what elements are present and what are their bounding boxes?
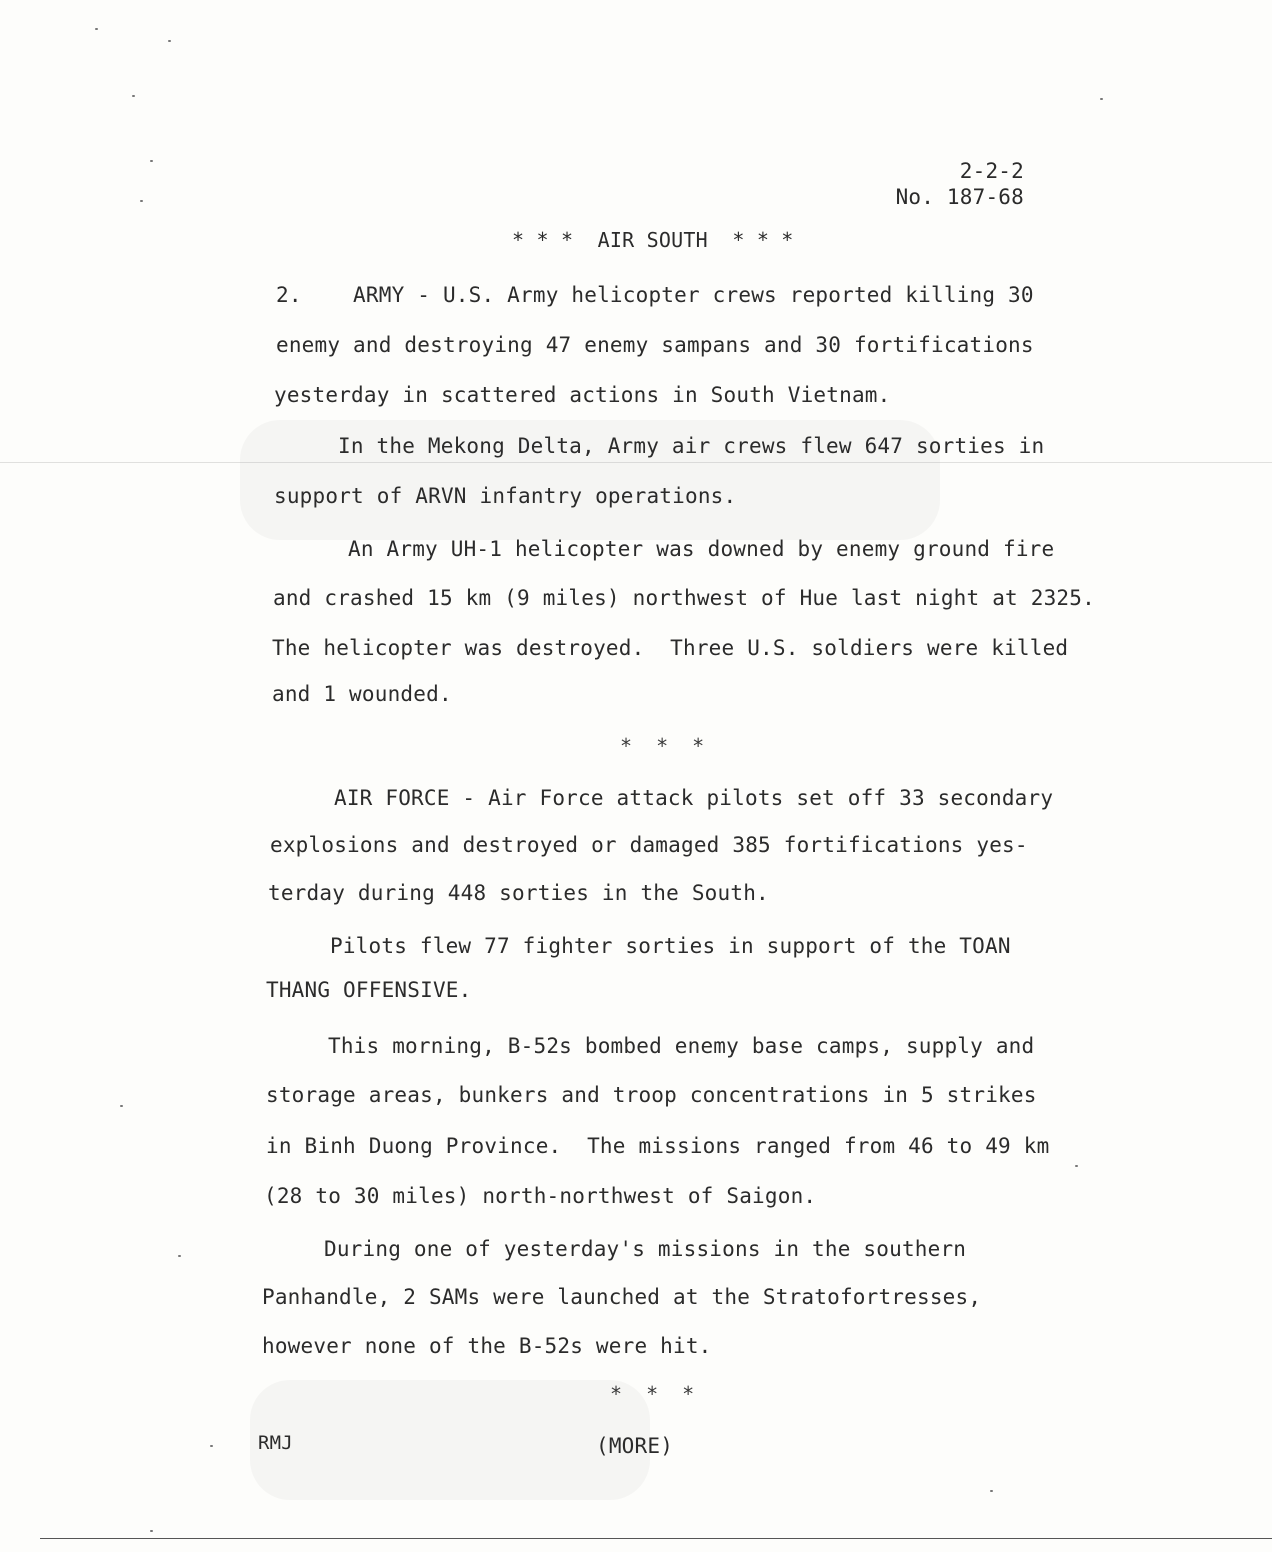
body-line: In the Mekong Delta, Army air crews flew 647 sorties in (338, 434, 1045, 458)
section-title: * * * AIR SOUTH * * * (512, 228, 794, 252)
scan-speck (210, 1445, 213, 1447)
body-line: in Binh Duong Province. The missions ranged from 46 to 49 km (266, 1134, 1050, 1158)
body-line: During one of yesterday's missions in the southern (324, 1237, 967, 1261)
body-line: explosions and destroyed or damaged 385 fortifications yes- (270, 833, 1028, 857)
body-line: yesterday in scattered actions in South Vietnam. (274, 383, 891, 407)
body-line: however none of the B-52s were hit. (262, 1334, 712, 1358)
scan-speck (990, 1490, 993, 1492)
page-number: 2-2-2 (959, 159, 1024, 183)
release-number: No. 187-68 (895, 185, 1024, 209)
scan-speck (120, 1105, 123, 1107)
more-indicator: (MORE) (596, 1434, 674, 1458)
body-line: Pilots flew 77 fighter sorties in support of the TOAN (330, 934, 1011, 958)
typist-initials: RMJ (258, 1432, 293, 1454)
scan-speck (95, 28, 98, 30)
body-line: Panhandle, 2 SAMs were launched at the Stratofortresses, (262, 1285, 982, 1309)
scan-speck (150, 160, 153, 162)
scan-smudge (250, 1380, 650, 1500)
scan-speck (168, 40, 171, 42)
section-separator: * * * (610, 1382, 701, 1406)
body-line: and 1 wounded. (272, 682, 452, 706)
body-line: and crashed 15 km (9 miles) northwest of Hue last night at 2325. (273, 586, 1095, 610)
scan-speck (1075, 1165, 1078, 1167)
body-line: terday during 448 sorties in the South. (268, 881, 769, 905)
body-line: enemy and destroying 47 enemy sampans and 30 fortifications (276, 333, 1034, 357)
body-line: The helicopter was destroyed. Three U.S. soldiers were killed (272, 636, 1069, 660)
scan-speck (150, 1530, 153, 1532)
scan-speck (178, 1255, 181, 1257)
scan-speck (140, 200, 143, 202)
body-line: support of ARVN infantry operations. (274, 484, 737, 508)
body-line: 2. ARMY - U.S. Army helicopter crews reported killing 30 (276, 283, 1034, 307)
scan-speck (132, 95, 135, 97)
scan-fold-line (0, 462, 1272, 463)
body-line: AIR FORCE - Air Force attack pilots set off 33 secondary (334, 786, 1054, 810)
section-separator: * * * (620, 734, 711, 758)
body-line: An Army UH-1 helicopter was downed by enemy ground fire (348, 537, 1055, 561)
scan-speck (1100, 98, 1103, 100)
page-header (896, 158, 1024, 210)
body-line: THANG OFFENSIVE. (266, 978, 472, 1002)
body-line: storage areas, bunkers and troop concentrations in 5 strikes (266, 1083, 1037, 1107)
body-line: (28 to 30 miles) north-northwest of Saigon. (264, 1184, 817, 1208)
body-line: This morning, B-52s bombed enemy base camps, supply and (328, 1034, 1035, 1058)
bottom-edge-line (40, 1538, 1272, 1539)
